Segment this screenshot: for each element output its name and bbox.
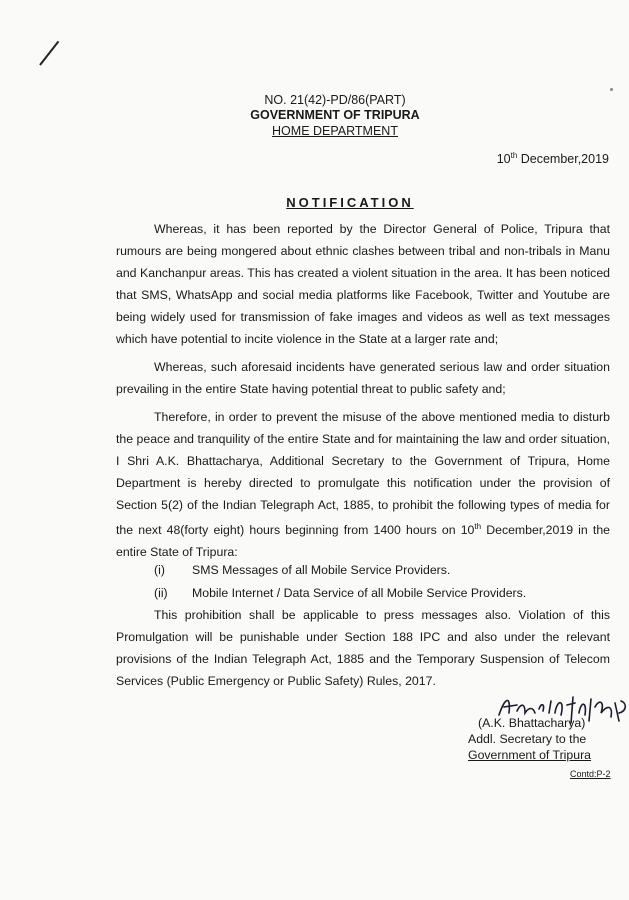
list-item-number: (ii) <box>154 586 168 600</box>
paragraph-1-text: Whereas, it has been reported by the Director General of Police, Tripura that rumours are being mongered about ethnic clashes between tribal and non-tribals in Manu and Kanchanpur areas. This has created a violent situation in the area. It has been noticed that SMS, WhatsApp and social media platforms like Facebook, Twitter and Youtube are being widely used for transmission of fake images and videos as well as text messages which have potential to incite violence in the State at a larger rate and; <box>116 222 610 346</box>
notification-title: NOTIFICATION <box>286 195 414 210</box>
signatory-name: (A.K. Bhattacharya) <box>478 716 586 730</box>
date-rest: December,2019 <box>517 152 609 167</box>
paragraph-3-text-a: Therefore, in order to prevent the misuse of the above mentioned media to disturb the peace and tranquility of the entire State and for maintaining the law and order situation, I Shri A.K. Bhattacharya, Additional Secretary to the Government of Tripura, Home Department is hereby directed to promulgate this notification under the provision of Section 5(2) of the Indian Telegraph Act, 1885, to prohibit the following types of media for the next 48(forty eight) hours beginning from 1400 hours on 10 <box>116 410 610 538</box>
government-heading: GOVERNMENT OF TRIPURA <box>250 108 420 122</box>
paragraph-4 <box>116 604 610 692</box>
paragraph-3-sup: th <box>474 522 482 531</box>
continued-note: Contd:P-2 <box>570 769 611 779</box>
signature-block <box>468 715 591 763</box>
signatory-designation: Addl. Secretary to the <box>468 732 587 746</box>
scan-speck <box>610 88 613 91</box>
list-item-text: SMS Messages of all Mobile Service Providers. <box>192 563 451 577</box>
reference-number: NO. 21(42)-PD/86(PART) <box>264 93 406 107</box>
signatory-government: Government of Tripura <box>468 748 592 762</box>
paragraph-2-text: Whereas, such aforesaid incidents have generated serious law and order situation prevailing in the entire State having potential threat to public safety and; <box>116 360 610 396</box>
list-item-number: (i) <box>154 563 165 577</box>
paragraph-2 <box>116 356 610 400</box>
list-item <box>154 561 450 579</box>
paragraph-3 <box>116 406 610 563</box>
list-item <box>154 584 526 602</box>
paragraph-4-text: This prohibition shall be applicable to press messages also. Violation of this Promulgation will be punishable under Section 188 IPC and also under the relevant provisions of the Indian Telegraph Act, 1885 and the Temporary Suspension of Telecom Services (Public Emergency or Public Safety) Rules, 2017. <box>116 608 610 688</box>
paragraph-1 <box>116 218 610 350</box>
list-item-text: Mobile Internet / Data Service of all Mobile Service Providers. <box>192 586 527 600</box>
date-suffix: th <box>510 151 518 160</box>
paragraph-3-text-b: December,2019 in the entire State of Tripura: <box>116 523 610 560</box>
pen-mark <box>39 41 59 66</box>
date-day: 10 <box>496 152 511 167</box>
department-heading: HOME DEPARTMENT <box>272 124 398 138</box>
notification-date <box>497 151 609 166</box>
